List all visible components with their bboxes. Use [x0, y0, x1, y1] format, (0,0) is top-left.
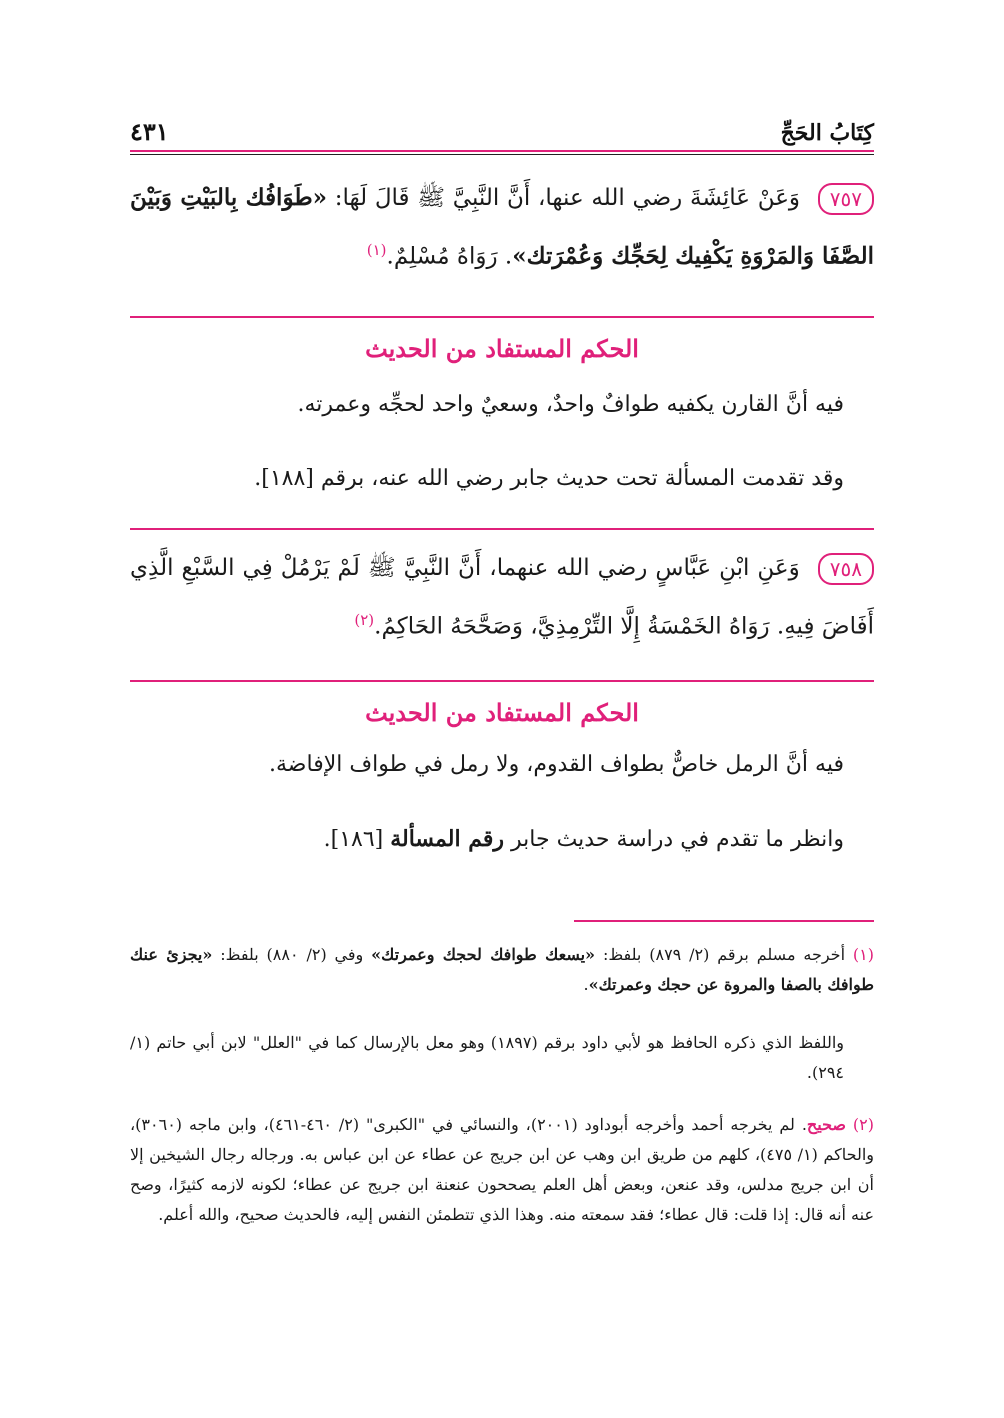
section-title: الحكم المستفاد من الحديث: [365, 698, 639, 727]
footnote-quote: «يسعك طوافك لحجك وعمرتك»: [371, 945, 596, 964]
footnote-1-continuation: واللفظ الذي ذكره الحافظ هو لأبي داود برقم (١٨٩٧) وهو معل بالإرسال كما في "العلل" لابن أبي حاتم (١/ ٢٩٤).: [130, 1033, 844, 1082]
grading-label: صحيح: [806, 1115, 846, 1134]
footnote-separator: [574, 920, 874, 922]
footnote-ref[interactable]: (١): [366, 241, 387, 259]
footnote-number: (١): [852, 945, 875, 964]
book-title: كِتَابُ الحَجِّ: [780, 120, 874, 146]
paragraph: فيه أنَّ الرمل خاصٌّ بطواف القدوم، ولا رمل في طواف الإفاضة.: [269, 752, 844, 777]
paragraph: [160, 826, 844, 852]
hadith-ending: . رَوَاهُ مُسْلِمٌ.: [386, 243, 513, 270]
footnote-quote: «يجزئ عنك طوافك بالصفا والمروة عن حجك وعمرتك»: [130, 945, 874, 994]
footnote-1: [130, 940, 874, 1000]
page-header: [130, 112, 874, 146]
hadith-758: [130, 542, 874, 653]
footnote-text: وفي (٢/ ٨٨٠) بلفظ:: [212, 945, 372, 964]
section-title: الحكم المستفاد من الحديث: [365, 334, 639, 363]
paragraph-text: وانظر ما تقدم في دراسة حديث جابر: [504, 827, 844, 852]
hadith-quote: «طَوَافُك بِالبَيْتِ وَبَيْنَ الصَّفَا وَالمَرْوَةِ يَكْفِيك لِحَجِّك وَعُمْرَتك»: [130, 184, 874, 270]
page-number: ٤٣١: [130, 117, 169, 146]
footnote-text: .: [583, 975, 589, 994]
paragraph-text: [١٨٦].: [323, 827, 391, 852]
paragraph: فيه أنَّ القارن يكفيه طوافٌ واحدٌ، وسعيٌ واحد لحجِّه وعمرته.: [297, 392, 844, 417]
section-divider: [130, 316, 874, 318]
footnote-2: [130, 1110, 874, 1230]
paragraph: وقد تقدمت المسألة تحت حديث جابر رضي الله عنه، برقم [١٨٨].: [254, 466, 844, 491]
hadith-number-badge: ٧٥٧: [818, 183, 874, 215]
header-rule: [130, 150, 874, 155]
section-divider: [130, 680, 874, 682]
hadith-text: وَعَنِ ابْنِ عَبَّاسٍ رضي الله عنهما، أَنَّ النَّبِيَّ ﷺ لَمْ يَرْمُلْ فِي السَّبْعِ الَّذِي أَفَاضَ فِيهِ. رَوَاهُ الخَمْسَةُ إِلَّا التِّرْمِذِيَّ، وَصَحَّحَهُ الحَاكِمُ.: [130, 555, 874, 640]
hadith-number-badge: ٧٥٨: [818, 553, 874, 585]
footnote-number: (٢): [852, 1115, 875, 1134]
section-divider: [130, 528, 874, 530]
footnote-text: أخرجه مسلم برقم (٢/ ٨٧٩) بلفظ:: [595, 945, 846, 964]
paragraph-bold-text: رقم المسألة: [390, 826, 505, 852]
footnote-text: . لم يخرجه أحمد وأخرجه أبوداود (٢٠٠١)، والنسائي في "الكبرى" (٢/ ٤٦٠-٤٦١)، وابن ماجه (٣٠٦٠)، والحاكم (١/ ٤٧٥)، كلهم من طريق ابن وهب عن ابن جريج عن عطاء عن ابن عباس به. ورجاله رجال الشيخين إلا أن ابن جريج مدلس، وقد عنعن، وبعض أهل العلم يصححون عنعنة ابن جريج عن عطاء؛ لكونه لازمه كثيرًا، وصح عنه أنه قال: إذا قلت: قال عطاء؛ فقد سمعته منه. وهذا الذي تتطمئن النفس إليه، فالحديث صحيح، والله أعلم.: [130, 1115, 875, 1224]
hadith-intro: وَعَنْ عَائِشَةَ رضي الله عنها، أَنَّ النَّبِيَّ ﷺ قَالَ لَهَا:: [334, 185, 801, 211]
hadith-757: [130, 172, 874, 283]
footnote-ref[interactable]: (٢): [354, 611, 375, 629]
